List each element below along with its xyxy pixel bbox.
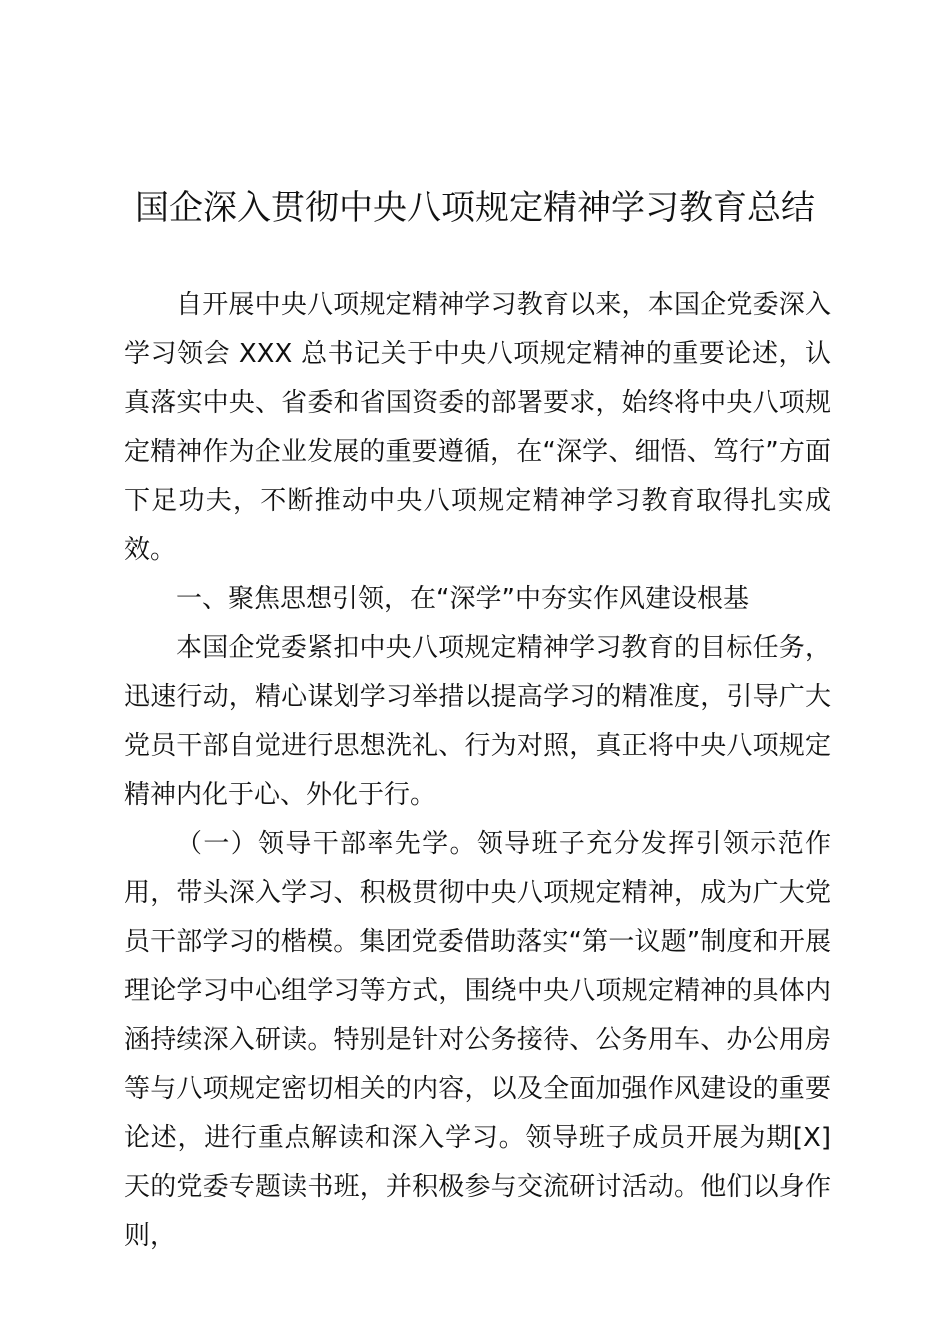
subsection-1-paragraph: （一）领导干部率先学。领导班子充分发挥引领示范作用，带头深入学习、积极贯彻中央八项规定精神，成为广大党员干部学习的楷模。集团党委借助落实“第一议题”制度和开展理论学习中心组学习等方式，围绕中央八项规定精神的具体内涵持续深入研读。特别是针对公务接待、公务用车、办公用房等与八项规定密切相关的内容，以及全面加强作风建设的重要论述，进行重点解读和深入学习。领导班子成员开展为期[X]天的党委专题读书班，并积极参与交流研讨活动。他们以身作则， bbox=[124, 829, 831, 1251]
intro-paragraph: 自开展中央八项规定精神学习教育以来，本国企党委深入学习领会 XXX 总书记关于中央八项规定精神的重要论述，认真落实中央、省委和省国资委的部署要求，始终将中央八项规定精神作为企业发展的重要遵循，在“深学、细悟、笃行”方面下足功夫，不断推动中央八项规定精神学习教育取得扎实成效。 bbox=[124, 290, 831, 565]
document-title: 国企深入贯彻中央八项规定精神学习教育总结 bbox=[135, 188, 815, 228]
document-body bbox=[124, 281, 831, 1261]
section-1-paragraph: 本国企党委紧扣中央八项规定精神学习教育的目标任务，迅速行动，精心谋划学习举措以提高学习的精准度，引导广大党员干部自觉进行思想洗礼、行为对照，真正将中央八项规定精神内化于心、外化于行。 bbox=[124, 633, 831, 810]
section-heading-1: 一、聚焦思想引领，在“深学”中夯实作风建设根基 bbox=[176, 584, 749, 614]
